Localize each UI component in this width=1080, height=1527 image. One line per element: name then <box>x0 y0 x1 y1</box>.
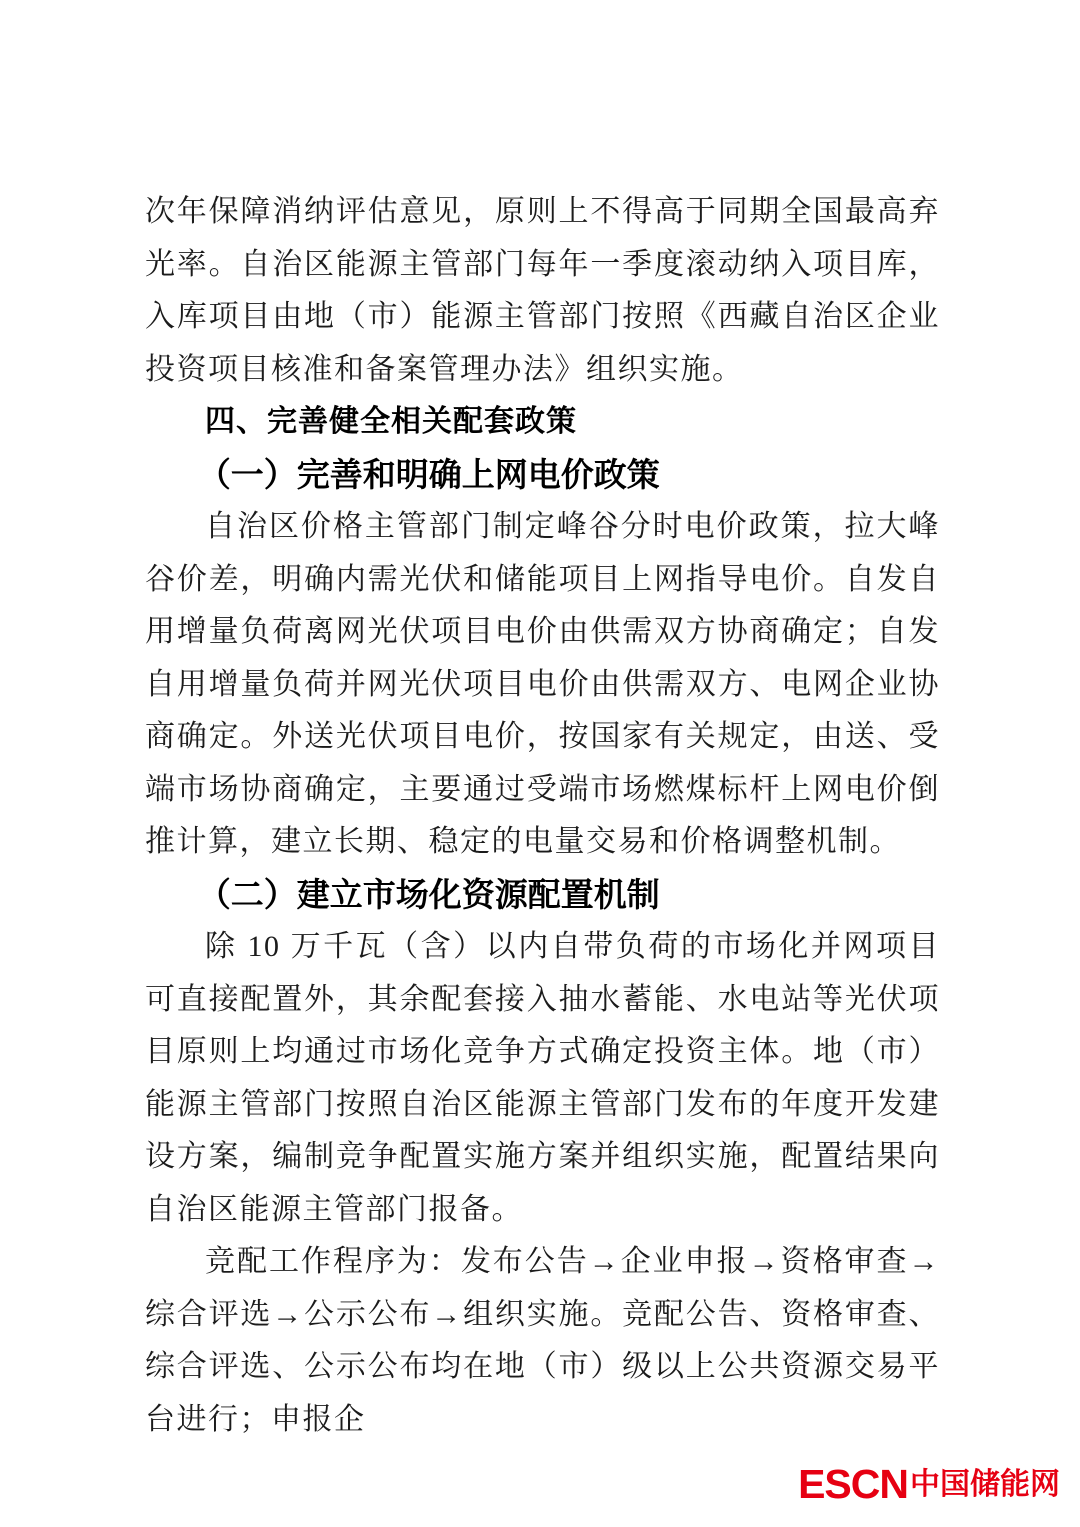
document-body <box>145 186 940 1446</box>
paragraph: 除 10 万千瓦（含）以内自带负荷的市场化并网项目可直接配置外，其余配套接入抽水蓄能、水电站等光伏项目原则上均通过市场化竞争方式确定投资主体。地（市）能源主管部门按照自治区能源主管部门发布的年度开发建设方案，编制竞争配置实施方案并组织实施，配置结果向自治区能源主管部门报备。 <box>145 930 940 1226</box>
escn-watermark-logo <box>798 1461 1060 1507</box>
section-heading-4: 四、完善健全相关配套政策 <box>205 405 577 438</box>
paragraph-continuation: 次年保障消纳评估意见，原则上不得高于同期全国最高弃光率。自治区能源主管部门每年一季度滚动纳入项目库，入库项目由地（市）能源主管部门按照《西藏自治区企业投资项目核准和备案管理办法》组织实施。 <box>145 195 940 386</box>
paragraph: 自治区价格主管部门制定峰谷分时电价政策，拉大峰谷价差，明确内需光伏和储能项目上网指导电价。自发自用增量负荷离网光伏项目电价由供需双方协商确定；自发自用增量负荷并网光伏项目电价由供需双方、电网企业协商确定。外送光伏项目电价，按国家有关规定，由送、受端市场协商确定，主要通过受端市场燃煤标杆上网电价倒推计算，建立长期、稳定的电量交易和价格调整机制。 <box>145 510 940 858</box>
paragraph: 竞配工作程序为：发布公告→企业申报→资格审查→综合评选→公示公布→组织实施。竞配公告、资格审查、综合评选、公示公布均在地（市）级以上公共资源交易平台进行；申报企 <box>145 1245 940 1436</box>
escn-logo-text-en: ESCN <box>798 1461 908 1507</box>
subsection-heading-2: （二）建立市场化资源配置机制 <box>197 875 660 913</box>
escn-logo-text-zh: 中国储能网 <box>910 1467 1060 1501</box>
subsection-heading-1: （一）完善和明确上网电价政策 <box>197 455 660 493</box>
